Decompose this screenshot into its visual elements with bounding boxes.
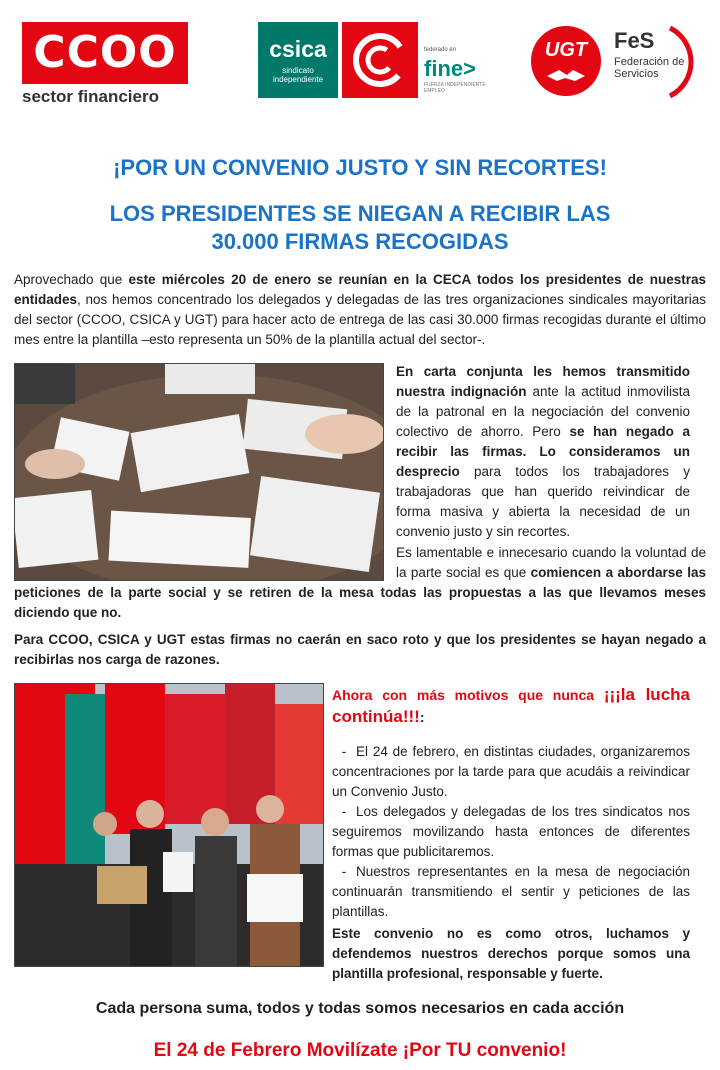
carta-text-d: para todos los trabajadores y trabajadoras que han querido reivindicar de forma masiva y abierta la necesidad de un convenio justo y sin recortes. [396, 464, 690, 539]
csica-logo-text: csica [269, 36, 327, 62]
protest-photo-image [15, 684, 323, 966]
para-paragraph: Para CCOO, CSICA y UGT estas firmas no caerán en saco roto y que los presidentes se hayan negado a recibirlas nos carga de razones. [14, 632, 706, 667]
ccoo-subtitle: sector financiero [22, 87, 159, 106]
c-logo [342, 22, 418, 98]
list-item [332, 742, 690, 802]
bullet-dash: - [341, 804, 347, 819]
list-item-text: Nuestros representantes en la mesa de negociación continuarán transmitiendo el sentir y peticiones de las plantillas. [332, 864, 690, 919]
sub-heading-line2: 30.000 FIRMAS RECOGIDAS [211, 229, 509, 254]
ahora-text-a: Ahora con más motivos que nunca [332, 687, 604, 703]
fine-tagline: FUERZA INDEPENDIENTE EMPLEO [424, 82, 486, 94]
ahora-heading [332, 684, 690, 728]
list-item-text: Los delegados y delegadas de los tres sindicatos nos seguiremos movilizando hasta entonces de diferentes formas que publicitaremos. [332, 804, 690, 859]
intro-text-c: , nos hemos concentrado los delegados y delegadas de las tres organizaciones sindicales mayoritarias del sector (CCOO, CSICA y UGT) para hacer acto de entrega de las casi 30.000 firmas recogidas durante el último mes entre la plantilla –esto representa un 50% de la plantilla actual del sector-. [14, 292, 706, 347]
fes-logo-text: FeS [614, 28, 655, 53]
list-item [332, 862, 690, 922]
ccoo-logo-text: CCOO [33, 27, 177, 78]
main-heading: ¡POR UN CONVENIO JUSTO Y SIN RECORTES! [113, 155, 607, 180]
list-item-text: El 24 de febrero, en distintas ciudades, organizaremos concentraciones por la tarde para que acudáis a reivindicar un Convenio Justo. [332, 744, 690, 799]
intro-paragraph [14, 270, 706, 350]
intro-text-bold: este miércoles 20 de enero se reunían en la CECA todos los presidentes de nuestras entidades [14, 272, 706, 307]
carta-text-b: ante la actitud inmovilista de la patronal en la negociación del convenio colectivo de ahorro. Pero [396, 384, 691, 439]
bullet-list [332, 742, 690, 922]
carta-text-bold-a: En carta conjunta les hemos transmitido nuestra indignación [396, 364, 690, 399]
csica-tagline: sindicato independiente [272, 66, 324, 84]
ccoo-logo [22, 22, 188, 84]
sub-heading-line1: LOS PRESIDENTES SE NIEGAN A RECIBIR LAS [109, 201, 611, 226]
lamentable-paragraph [14, 543, 706, 623]
bullet-dash: - [341, 744, 347, 759]
photo-wrap-spacer [14, 543, 396, 583]
carta-paragraph [396, 362, 690, 542]
ahora-text-colon: : [419, 709, 425, 725]
csica-logo [258, 22, 338, 98]
fine-federado: federado en [424, 47, 457, 53]
list-item [332, 802, 690, 862]
fine-logo-text: fine> [424, 56, 476, 81]
handshake-icon [545, 66, 587, 84]
ugt-logo-text: UGT [544, 39, 588, 61]
ahora-text-lucha: ¡¡¡la lucha continúa!!! [332, 685, 690, 726]
bullet-dash: - [341, 864, 347, 879]
lamentable-text-a: Es lamentable e innecesario cuando la voluntad de la parte social es que [396, 545, 706, 580]
footer-line1: Cada persona suma, todos y todas somos necesarios en cada acción [95, 1000, 625, 1017]
footer-line2: El 24 de Febrero Movilízate ¡Por TU convenio! [153, 1040, 567, 1061]
c-logo-icon [342, 22, 418, 98]
protest-photo [14, 683, 324, 967]
carta-text-bold-c: se han negado a recibir las firmas. Lo consideramos un desprecio [396, 424, 690, 479]
intro-text-a: Aprovechado que [14, 272, 129, 287]
lamentable-text-bold: comiencen a abordarse las peticiones de la parte social y se retiren de la mesa todas las propuestas a las que llevamos meses diciendo que no. [14, 565, 706, 620]
ugt-logo [531, 26, 601, 96]
fes-subtitle: Federación de Servicios [614, 56, 685, 80]
este-paragraph: Este convenio no es como otros, luchamos y defendemos nuestros derechos porque somos una plantilla profesional, responsable y fuerte. [332, 926, 690, 981]
sub-heading [0, 200, 720, 256]
